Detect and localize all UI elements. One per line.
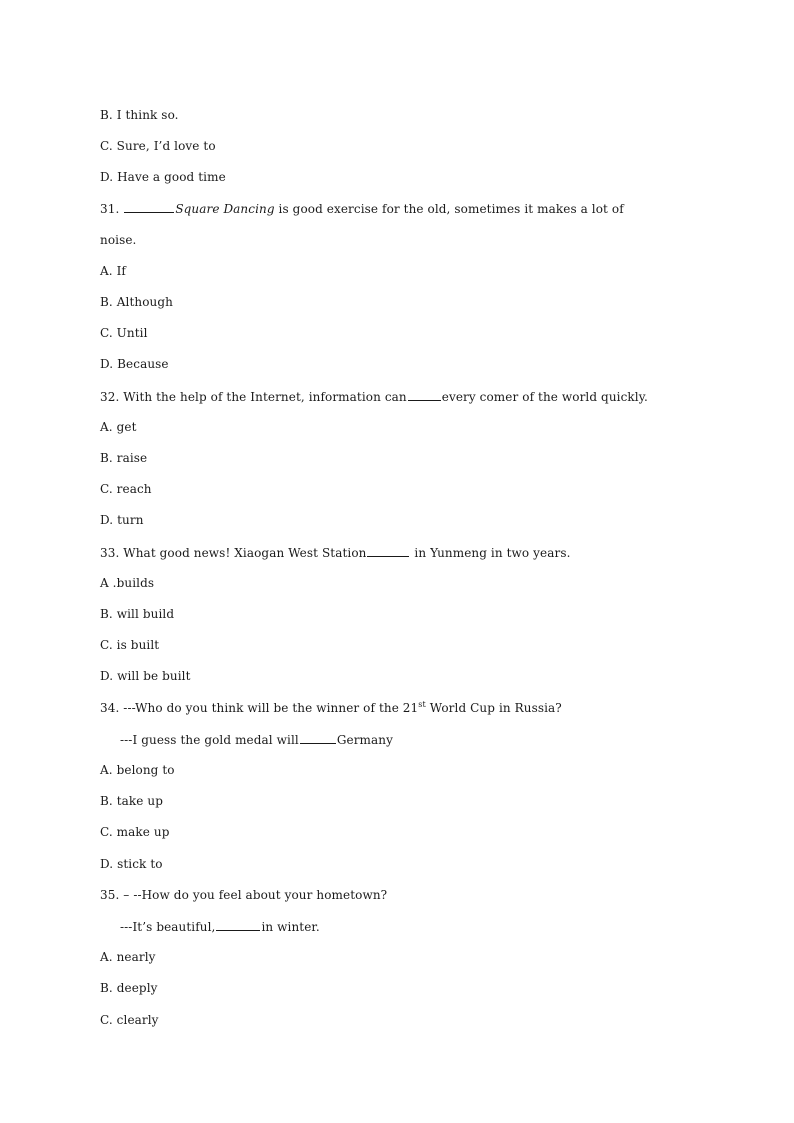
q31-stem xyxy=(100,200,624,217)
q35-option-c: C. clearly xyxy=(100,1013,159,1027)
q34-text-before: 34. ---Who do you think will be the winner of the 21 xyxy=(100,701,419,715)
q31-option-c: C. Until xyxy=(100,326,148,340)
q34-reply-after: Germany xyxy=(336,733,393,747)
q33-text-after: in Yunmeng in two years. xyxy=(414,546,571,560)
q32-option-b: B. raise xyxy=(100,451,148,465)
q35-option-b: B. deeply xyxy=(100,981,158,995)
q34-option-d: D. stick to xyxy=(100,857,163,871)
q35-reply-after: in winter. xyxy=(261,920,320,934)
q31-option-b: B. Although xyxy=(100,295,173,309)
q31-option-a: A. If xyxy=(100,264,126,278)
q32-text-after: every comer of the world quickly. xyxy=(441,390,648,404)
q32-text-before: 32. With the help of the Internet, information can xyxy=(100,390,407,404)
q34-ordinal-suffix: st xyxy=(418,700,426,709)
q34-reply xyxy=(120,731,393,748)
q33-blank xyxy=(367,544,409,557)
q32-option-c: C. reach xyxy=(100,482,152,496)
q34-reply-before: ---I guess the gold medal will xyxy=(120,733,299,747)
q32-stem xyxy=(100,388,648,405)
q33-stem xyxy=(100,544,571,561)
q32-blank xyxy=(408,388,441,401)
q35-stem: 35. – --How do you feel about your hometown? xyxy=(100,888,388,902)
q34-option-b: B. take up xyxy=(100,794,164,808)
q31-text: is good exercise for the old, sometimes it makes a lot of xyxy=(278,202,624,216)
q31-blank xyxy=(124,200,174,213)
q34-text-after: World Cup in Russia? xyxy=(429,701,562,715)
q33-option-c: C. is built xyxy=(100,638,160,652)
q34-option-c: C. make up xyxy=(100,825,170,839)
q35-reply-before: ---It’s beautiful, xyxy=(120,920,216,934)
q33-option-b: B. will build xyxy=(100,607,175,621)
q33-option-d: D. will be built xyxy=(100,669,191,683)
q35-option-a: A. nearly xyxy=(100,950,156,964)
q30-option-b: B. I think so. xyxy=(100,108,179,122)
q34-blank xyxy=(300,731,336,744)
q35-reply xyxy=(120,918,320,935)
q31-term: Square Dancing xyxy=(175,202,275,216)
q35-blank xyxy=(216,918,260,931)
q30-option-c: C. Sure, I’d love to xyxy=(100,139,216,153)
q31-option-d: D. Because xyxy=(100,357,169,371)
q32-option-d: D. turn xyxy=(100,513,144,527)
q32-option-a: A. get xyxy=(100,420,137,434)
q33-text-before: 33. What good news! Xiaogan West Station xyxy=(100,546,367,560)
q30-option-d: D. Have a good time xyxy=(100,170,226,184)
q34-option-a: A. belong to xyxy=(100,763,175,777)
q31-stem-cont: noise. xyxy=(100,233,137,247)
q31-number: 31. xyxy=(100,202,120,216)
q34-stem xyxy=(100,700,562,716)
q33-option-a: A .builds xyxy=(100,576,155,590)
